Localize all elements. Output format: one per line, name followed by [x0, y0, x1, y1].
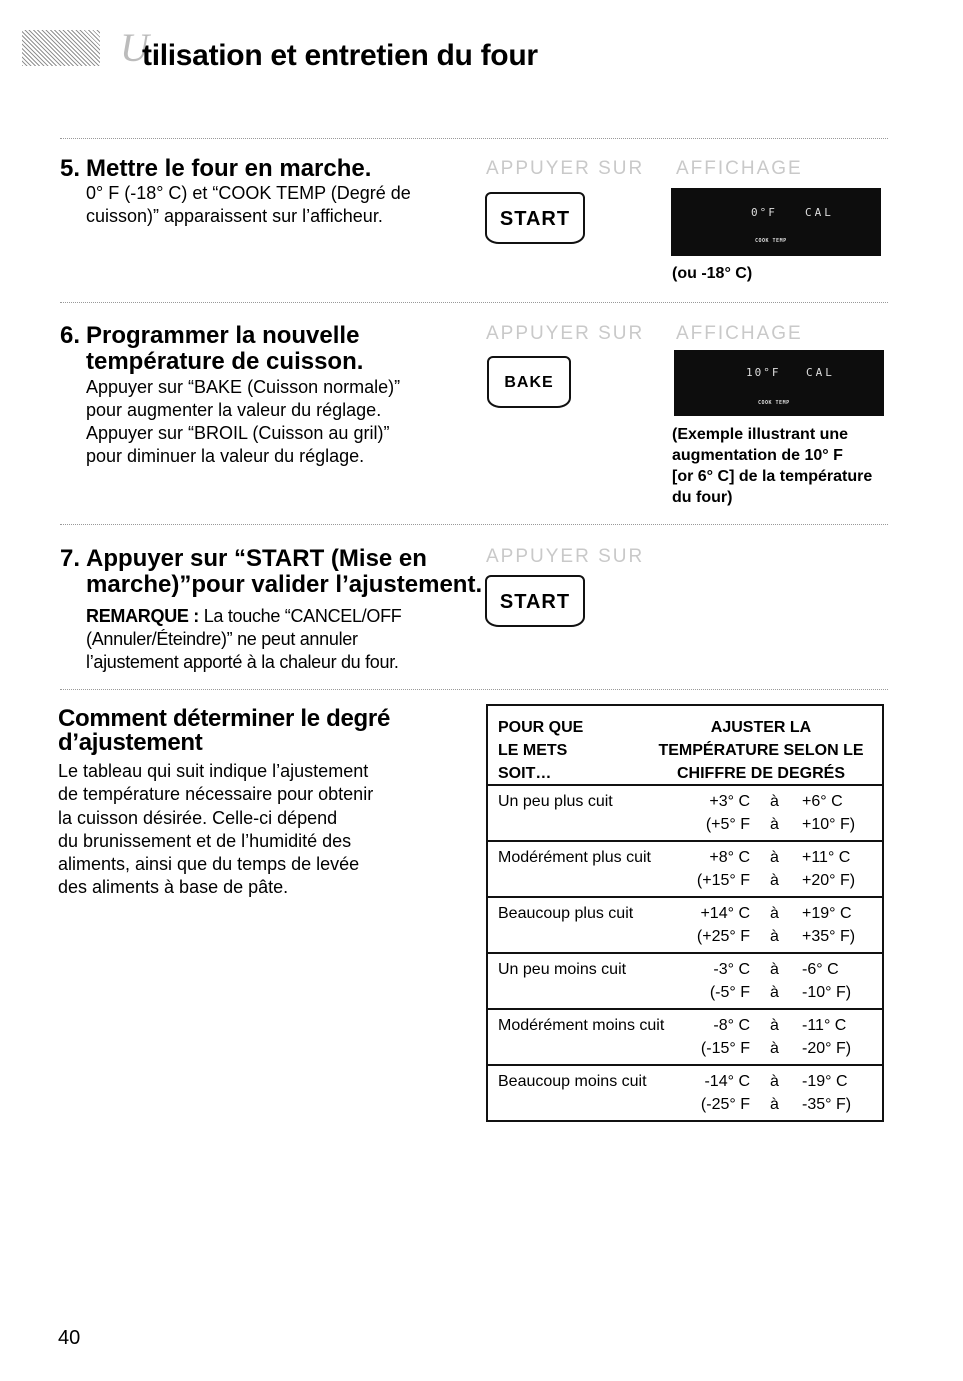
display-temp-value: 10°F: [746, 366, 781, 379]
table-row: [488, 954, 882, 1010]
display-mode: CAL: [806, 366, 835, 379]
step-6-title: 6. Programmer la nouvelle: [60, 322, 360, 349]
range-word: à: [770, 961, 779, 978]
step-7-remark: REMARQUE : La touche “CANCEL/OFF: [86, 606, 402, 626]
start-button[interactable]: START: [485, 575, 585, 627]
celsius-to: +6° C: [802, 793, 843, 810]
fahrenheit-from: (-5° F: [709, 984, 750, 1001]
range-word: à: [770, 872, 779, 889]
start-button[interactable]: START: [485, 192, 585, 244]
table-row: [488, 842, 882, 898]
row-label: Beaucoup plus cuit: [498, 905, 634, 922]
table-row: [488, 786, 882, 842]
row-label: Un peu plus cuit: [498, 793, 613, 810]
celsius-to: -11° C: [802, 1017, 847, 1034]
page-title: tilisation et entretien du four: [142, 39, 538, 72]
section-title: Comment déterminer le degré: [58, 705, 390, 732]
fahrenheit-from: (+5° F: [705, 816, 750, 833]
display-mode: CAL: [805, 206, 834, 219]
fahrenheit-to: -20° F): [802, 1040, 852, 1057]
table-row: [488, 898, 882, 954]
section-title-line2: d’ajustement: [58, 729, 203, 756]
step-6-text: Appuyer sur “BAKE (Cuisson normale)” pour augmenter la valeur du réglage. Appuyer sur “BROIL (Cuisson au gril)” pour diminuer la valeur du réglage.: [86, 377, 401, 466]
range-word: à: [770, 905, 779, 922]
fahrenheit-to: +20° F): [802, 872, 856, 889]
fahrenheit-from: (+15° F: [696, 872, 750, 889]
display-sub-label: COOK TEMP: [758, 400, 790, 406]
table-header-right: AJUSTER LA TEMPÉRATURE SELON LE CHIFFRE DE DEGRÉS: [658, 719, 864, 782]
step-7-title-line2: marche)”pour valider l’ajustement.: [86, 571, 483, 598]
range-word: à: [770, 849, 779, 866]
table-header-left: POUR QUE LE METS SOIT…: [498, 719, 584, 782]
celsius-from: +8° C: [709, 849, 750, 866]
appuyer-label: APPUYER SUR: [486, 158, 645, 179]
oven-display: [674, 350, 884, 416]
row-label: Un peu moins cuit: [498, 961, 627, 978]
divider: [60, 524, 888, 525]
celsius-to: +19° C: [802, 905, 852, 922]
display-temp-value: 0°F: [751, 206, 777, 219]
range-word: à: [770, 816, 779, 833]
range-word: à: [770, 984, 779, 1001]
row-label: Beaucoup moins cuit: [498, 1073, 647, 1090]
affichage-label: AFFICHAGE: [676, 323, 803, 344]
range-word: à: [770, 1096, 779, 1113]
range-word: à: [770, 1017, 779, 1034]
divider: [60, 302, 888, 303]
fahrenheit-from: (-15° F: [700, 1040, 750, 1057]
range-word: à: [770, 793, 779, 810]
celsius-from: -3° C: [713, 961, 750, 978]
fahrenheit-from: (+25° F: [696, 928, 750, 945]
divider: [60, 689, 888, 690]
range-word: à: [770, 1073, 779, 1090]
celsius-from: +3° C: [709, 793, 750, 810]
appuyer-label: APPUYER SUR: [486, 546, 645, 567]
fahrenheit-to: +10° F): [802, 816, 856, 833]
celsius-to: +11° C: [802, 849, 851, 866]
header-decor-pattern: [22, 30, 100, 66]
table-header: [488, 706, 882, 786]
display-sub-label: COOK TEMP: [755, 238, 787, 244]
celsius-from: +14° C: [700, 905, 750, 922]
celsius-to: -19° C: [802, 1073, 848, 1090]
bake-button[interactable]: BAKE: [487, 356, 571, 408]
step-5-caption: (ou -18° C): [672, 265, 753, 282]
range-word: à: [770, 928, 779, 945]
appuyer-label: APPUYER SUR: [486, 323, 645, 344]
row-label: Modérément plus cuit: [498, 849, 651, 866]
step-7-remark-line2: (Annuler/Éteindre)” ne peut annuler: [86, 629, 358, 649]
fahrenheit-to: -10° F): [802, 984, 852, 1001]
step-7-remark-line3: l’ajustement apporté à la chaleur du four.: [86, 652, 399, 672]
divider: [60, 138, 888, 139]
celsius-from: -14° C: [704, 1073, 750, 1090]
page-number: 40: [58, 1327, 81, 1349]
step-7-title: 7. Appuyer sur “START (Mise en: [60, 545, 427, 572]
affichage-label: AFFICHAGE: [676, 158, 803, 179]
table-row: [488, 1066, 882, 1120]
oven-display: [671, 188, 881, 256]
step-6-title-line2: température de cuisson.: [86, 348, 364, 375]
step-6-caption: (Exemple illustrant une augmentation de 10° F [or 6° C] de la température du four): [672, 426, 873, 506]
fahrenheit-to: -35° F): [802, 1096, 852, 1113]
section-text: Le tableau qui suit indique l’ajustement de température nécessaire pour obtenir la cuisson désirée. Celle-ci dépend du brunissement et de l’humidité des aliments, ainsi que du temps de levée des aliments à base de pâte.: [58, 761, 374, 898]
step-5-text: 0° F (-18° C) et “COOK TEMP (Degré de cuisson)” apparaissent sur l’afficheur.: [86, 183, 411, 226]
table-row: [488, 1010, 882, 1066]
celsius-from: -8° C: [713, 1017, 750, 1034]
row-label: Modérément moins cuit: [498, 1017, 665, 1034]
fahrenheit-from: (-25° F: [700, 1096, 750, 1113]
range-word: à: [770, 1040, 779, 1057]
fahrenheit-to: +35° F): [802, 928, 856, 945]
adjustment-table: [486, 704, 884, 1122]
step-5-title: 5. Mettre le four en marche.: [60, 155, 372, 182]
celsius-to: -6° C: [802, 961, 839, 978]
header-drop-initial: U: [120, 25, 149, 70]
